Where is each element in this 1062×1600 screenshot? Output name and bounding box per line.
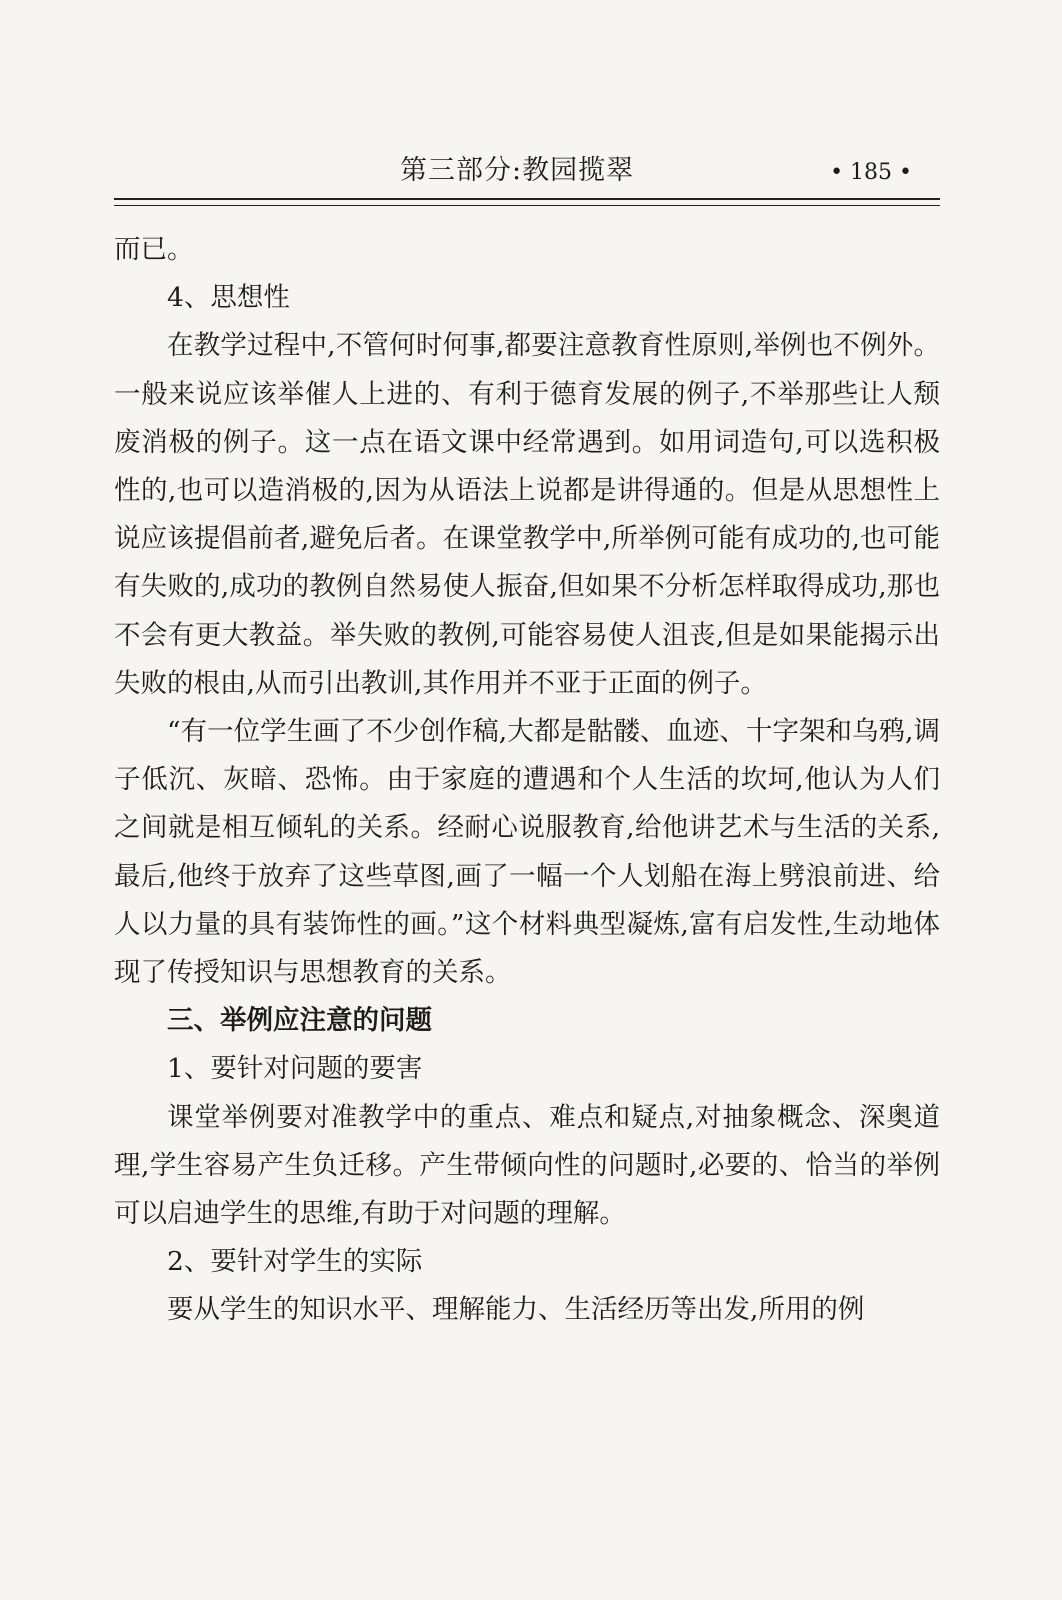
page-number: • 185 •: [830, 160, 912, 185]
chapter-title: 第三部分:教园揽翠: [400, 155, 635, 186]
section-heading: 三、举例应注意的问题: [167, 1005, 432, 1037]
paragraph: 要从学生的知识水平、理解能力、生活经历等出发,所用的例: [167, 1294, 865, 1326]
body-text: [114, 226, 940, 1335]
header-rule-thick: [114, 198, 940, 200]
subheading-1: 1、要针对问题的要害: [167, 1053, 423, 1085]
paragraph: 在教学过程中,不管何时何事,都要注意教育性原则,举例也不例外。一般来说应该举催人上进的、有利于德育发展的例子,不举那些让人颓废消极的例子。这一点在语文课中经常遇到。如用词造句,可以选积极性的,也可以造消极的,因为从语法上说都是讲得通的。但是从思想性上说应该提倡前者,避免后者。在课堂教学中,所举例可能有成功的,也可能有失败的,成功的教例自然易使人振奋,但如果不分析怎样取得成功,那也不会有更大教益。举失败的教例,可能容易使人沮丧,但是如果能揭示出失败的根由,从而引出教训,其作用并不亚于正面的例子。: [114, 330, 940, 699]
running-header: [114, 150, 940, 194]
paragraph: 课堂举例要对准教学中的重点、难点和疑点,对抽象概念、深奥道理,学生容易产生负迁移。产生带倾向性的问题时,必要的、恰当的举例可以启迪学生的思维,有助于对问题的理解。: [114, 1101, 940, 1230]
header-rule-thin: [114, 205, 940, 206]
paragraph: “有一位学生画了不少创作稿,大都是骷髅、血迹、十字架和乌鸦,调子低沉、灰暗、恐怖。由于家庭的遭遇和个人生活的坎坷,他认为人们之间就是相互倾轧的关系。经耐心说服教育,给他讲艺术与生活的关系,最后,他终于放弃了这些草图,画了一幅一个人划船在海上劈浪前进、给人以力量的具有装饰性的画。”这个材料典型凝炼,富有启发性,生动地体现了传授知识与思想教育的关系。: [114, 716, 940, 989]
subheading-4: 4、思想性: [167, 282, 290, 314]
subheading-2: 2、要针对学生的实际: [167, 1246, 423, 1278]
paragraph-continuation: 而已。: [114, 234, 194, 265]
